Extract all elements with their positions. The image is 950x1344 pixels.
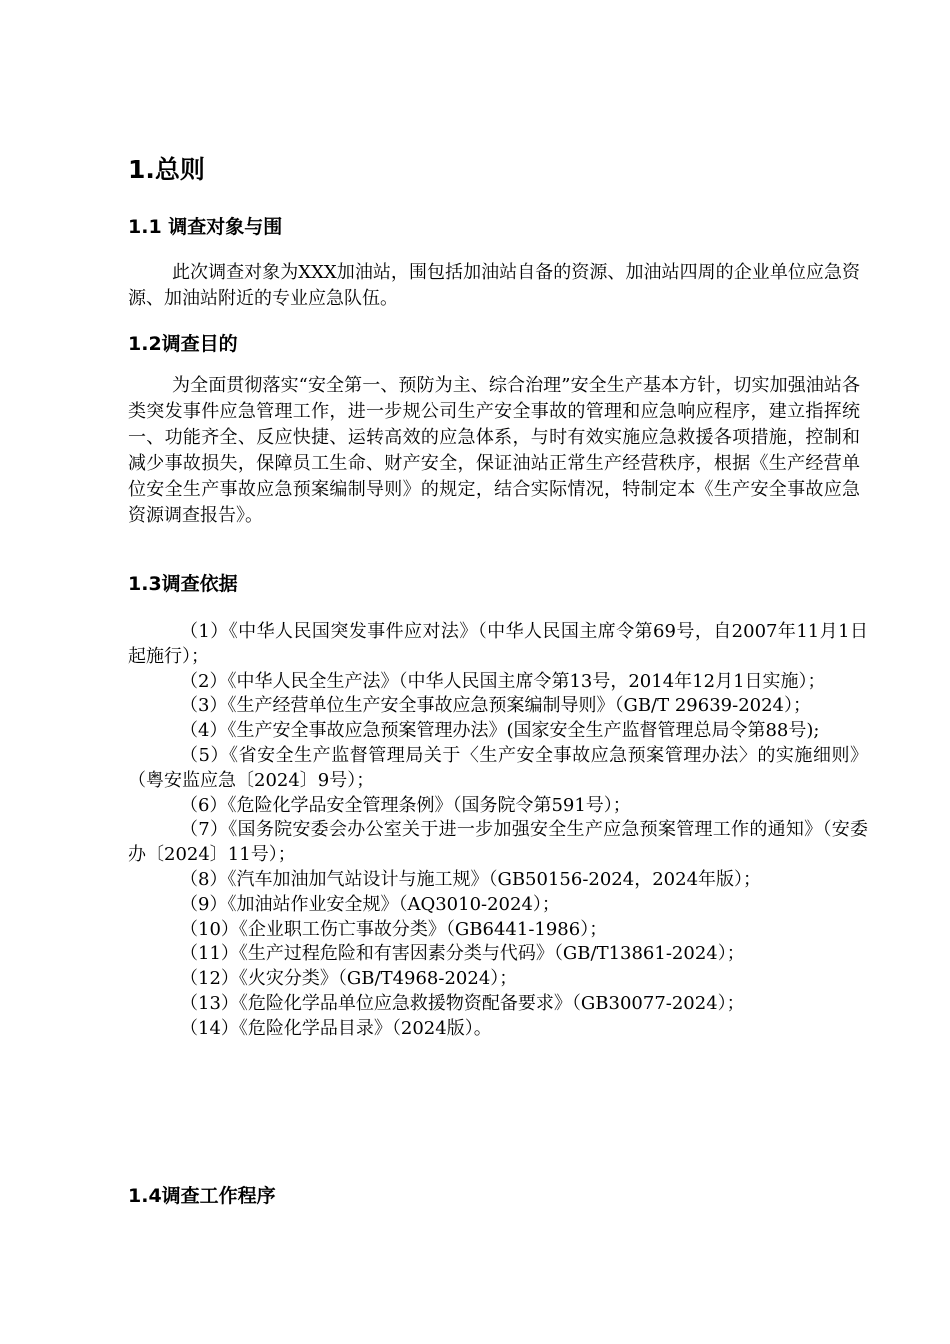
reference-item: （13）《危险化学品单位应急救援物资配备要求》（GB30077-2024）； <box>180 992 745 1014</box>
reference-list <box>128 620 868 1042</box>
chapter-title: 1.总则 <box>128 155 205 184</box>
section-1-1-body <box>128 260 860 312</box>
reference-item: （2）《中华人民全生产法》（中华人民国主席令第13号，2014年12月1日实施）； <box>180 670 826 692</box>
section-1-3-title: 1.3调查依据 <box>128 573 238 595</box>
reference-item: （4）《生产安全事故应急预案管理办法》(国家安全生产监督管理总局令第88号); <box>180 720 820 742</box>
section-1-2-title: 1.2调查目的 <box>128 333 238 355</box>
reference-item: （9）《加油站作业安全规》（AQ3010-2024）； <box>180 893 560 915</box>
section-1-4-title: 1.4调查工作程序 <box>128 1185 276 1207</box>
paragraph: 为全面贯彻落实“安全第一、预防为主、综合治理”安全生产基本方针，切实加强油站各类突发事件应急管理工作，进一步规公司生产安全事故的管理和应急响应程序，建立指挥统一、功能齐全、反应快捷、运转高效的应急体系，与时有效实施应急救援各项措施，控制和减少事故损失，保障员工生命、财产安全，保证油站正常生产经营秩序，根据《生产经营单位安全生产事故应急预案编制导则》的规定，结合实际情况，特制定本《生产安全事故应急资源调查报告》。 <box>128 375 860 526</box>
reference-item: （1）《中华人民国突发事件应对法》（中华人民国主席令第69号，自2007年11月1日起施行）； <box>128 621 868 667</box>
reference-item: （3）《生产经营单位生产安全事故应急预案编制导则》（GB/T 29639-2024）； <box>180 695 811 717</box>
reference-item: （12）《火灾分类》（GB/T4968-2024）； <box>180 968 518 990</box>
reference-item: （8）《汽车加油加气站设计与施工规》（GB50156-2024，2024年版）； <box>180 868 762 890</box>
section-1-2-body <box>128 373 860 529</box>
reference-item: （11）《生产过程危险和有害因素分类与代码》（GB/T13861-2024）； <box>180 943 745 965</box>
reference-item: （7）《国务院安委会办公室关于进一步加强安全生产应急预案管理工作的通知》（安委办〔2024〕11号）； <box>128 819 868 866</box>
reference-item: （14）《危险化学品目录》（2024版）。 <box>180 1017 492 1039</box>
reference-item: （5）《省安全生产监督管理局关于〈生产安全事故应急预案管理办法〉的实施细则》（粤安监应急〔2024〕9号）； <box>128 744 868 791</box>
reference-item: （6）《危险化学品安全管理条例》（国务院令第591号）； <box>180 794 631 816</box>
section-1-1-title: 1.1 调查对象与围 <box>128 216 283 238</box>
paragraph: 此次调查对象为XXX加油站，围包括加油站自备的资源、加油站四周的企业单位应急资源、加油站附近的专业应急队伍。 <box>128 262 860 309</box>
reference-item: （10）《企业职工伤亡事故分类》（GB6441-1986）； <box>180 918 608 940</box>
